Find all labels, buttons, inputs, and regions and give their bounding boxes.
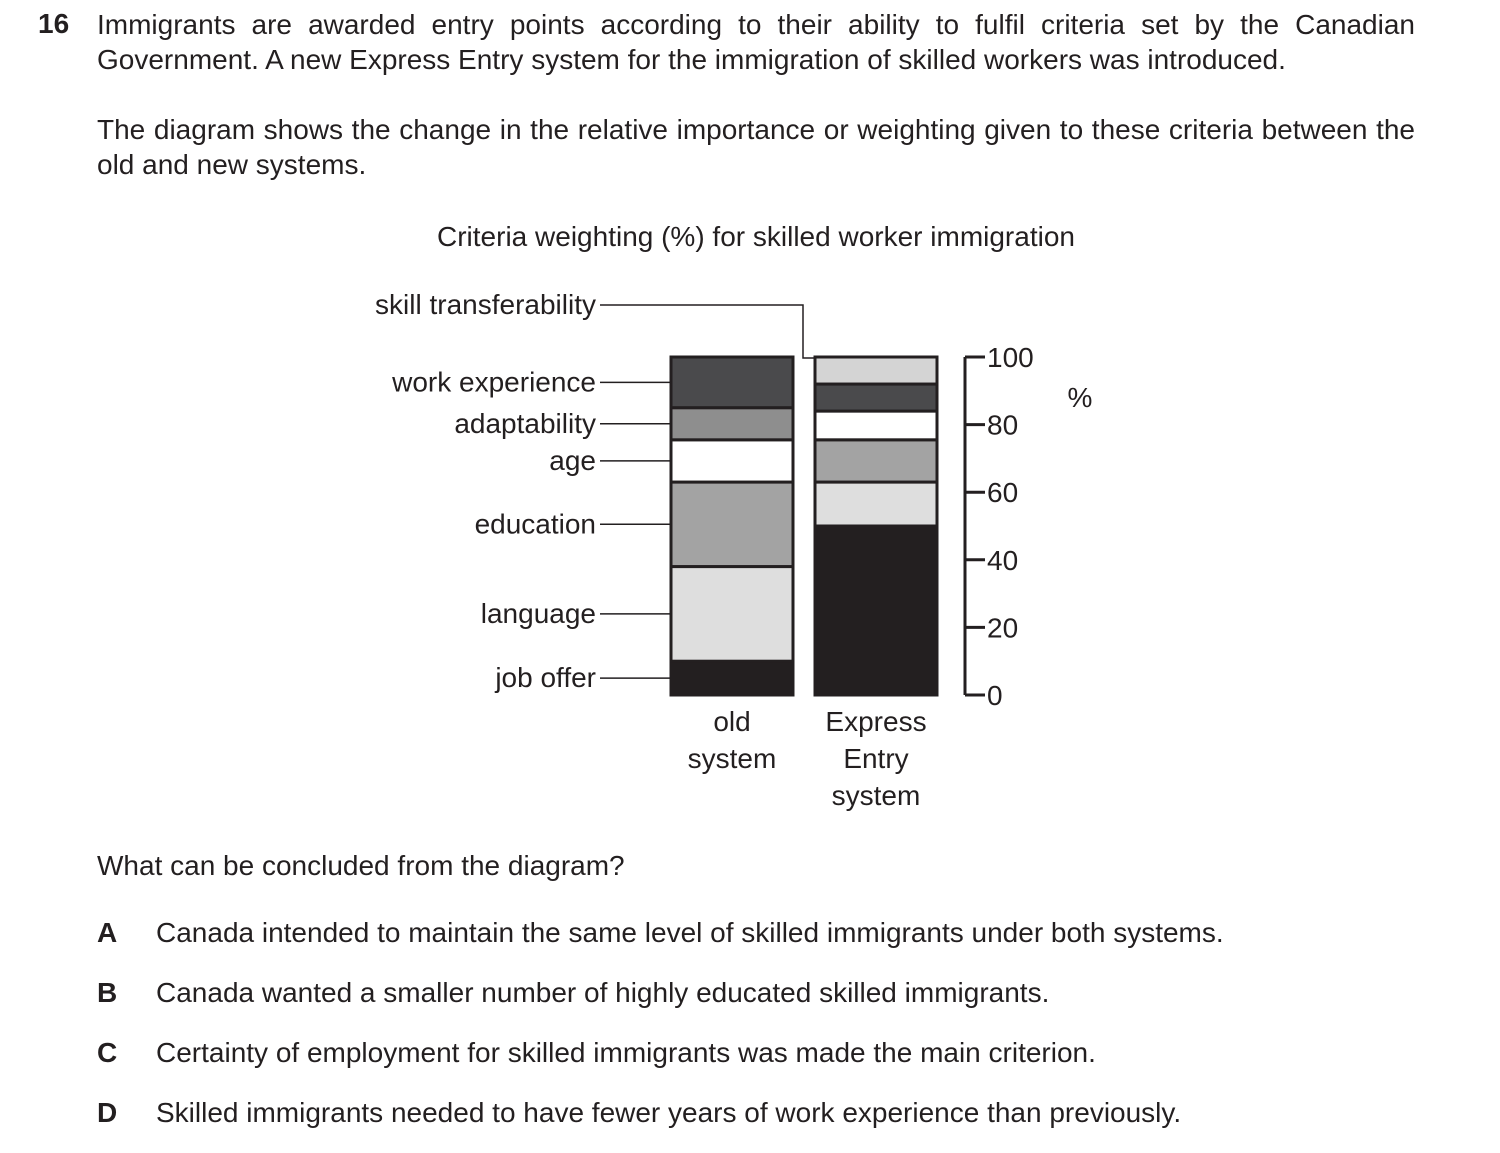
bar-segment-age [671, 440, 793, 482]
leader-line [600, 305, 815, 358]
series-label: job offer [495, 662, 596, 694]
bar-segment-language [815, 482, 937, 526]
category-label: Express [825, 706, 927, 737]
option-letter: A [97, 917, 118, 948]
series-label: adaptability [454, 407, 596, 439]
option-a[interactable] [97, 917, 1457, 957]
y-tick-label: 0 [987, 680, 1003, 711]
bar-segment-language [671, 567, 793, 662]
question-prompt: What can be concluded from the diagram? [97, 850, 625, 881]
option-text: Canada intended to maintain the same level of skilled immigrants under both systems. [156, 917, 1224, 948]
option-d[interactable] [97, 1097, 1457, 1137]
series-label: age [549, 444, 596, 476]
category-label: Entry [843, 743, 909, 774]
bar-segment-job-offer [671, 661, 793, 695]
option-text: Skilled immigrants needed to have fewer years of work experience than previously. [156, 1097, 1182, 1128]
category-label: old [713, 706, 751, 737]
bar-segment-age [815, 411, 937, 440]
option-text: Certainty of employment for skilled immigrants was made the main criterion. [156, 1037, 1096, 1068]
bar-segment-skill-transferability [815, 357, 937, 384]
bar-segment-education [671, 482, 793, 567]
intro-paragraph: Immigrants are awarded entry points according to their ability to fulfil criteria set by the Canadian Government. A new Express Entry system for the immigration of skilled workers was introduced. [97, 9, 1415, 75]
bar-segment-work-experience [671, 357, 793, 408]
bar-segment-job-offer [815, 526, 937, 695]
option-letter: B [97, 977, 118, 1008]
y-tick-label: 60 [987, 477, 1019, 509]
y-tick-label: 20 [987, 612, 1019, 644]
series-label: education [474, 508, 596, 540]
chart-title: Criteria weighting (%) for skilled worker immigration [437, 221, 1075, 252]
y-axis-unit: % [1067, 382, 1093, 413]
bar-segment-education [815, 440, 937, 482]
series-label: language [480, 597, 596, 629]
category-label: system [687, 743, 777, 774]
y-tick-label: 80 [987, 409, 1019, 441]
y-tick-label: 40 [987, 544, 1019, 576]
question-number: 16 [38, 8, 70, 39]
option-letter: C [97, 1037, 118, 1068]
bar-segment-adaptability [671, 408, 793, 440]
series-label: work experience [392, 366, 596, 398]
series-label: skill transferability [375, 289, 596, 320]
diagram-description: The diagram shows the change in the relative importance or weighting given to these criteria between the old and new systems. [97, 114, 1415, 180]
option-b[interactable] [97, 977, 1457, 1017]
option-letter: D [97, 1097, 118, 1128]
bar-segment-work-experience [815, 384, 937, 411]
option-text: Canada wanted a smaller number of highly educated skilled immigrants. [156, 977, 1050, 1008]
category-label: system [831, 780, 921, 811]
option-c[interactable] [97, 1037, 1457, 1077]
y-tick-label: 100 [987, 342, 1034, 373]
